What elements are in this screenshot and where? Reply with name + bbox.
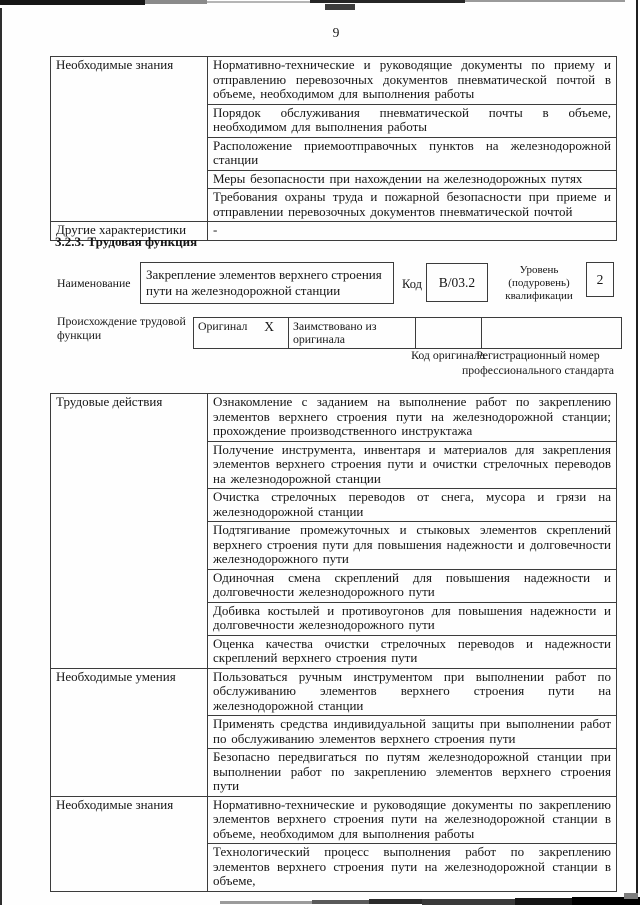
scan-artifact (145, 0, 207, 4)
row-label-required-knowledge: Необходимые знания (51, 57, 208, 222)
row-label-required-skills: Необходимые умения (51, 668, 208, 796)
cell-text: Пользоваться ручным инструментом при выполнении работ по обслуживанию элементов верхнего строения пути на железнодорожной станции (208, 668, 617, 716)
scan-artifact (636, 0, 638, 905)
scan-artifact (207, 1, 310, 3)
row-label-other-characteristics: Другие характеристики (51, 222, 208, 241)
scan-artifact (220, 901, 312, 904)
section-heading: 3.2.3. Трудовая функция (55, 234, 198, 249)
origin-code-cell (416, 318, 482, 349)
origin-label: Происхождение трудовой функции (57, 314, 186, 342)
table-row (51, 796, 617, 844)
qualification-level-label: Уровень (подуровень) квалификации (505, 264, 573, 302)
cell-text: Получение инструмента, инвентаря и материалов для закрепления элементов верхнего строения пути и очистки стрелочных переводов на железнодорожной станции (208, 441, 617, 489)
cell-text: Нормативно-технические и руководящие документы по приему и отправлению перевозочных документов пневматической почтой в объеме, необходимом для выполнения работы (208, 57, 617, 105)
origin-reg-number-caption: Регистрационный номер профессионального стандарта (461, 348, 615, 377)
cell-text: Порядок обслуживания пневматической почты в объеме, необходимом для выполнения работы (208, 104, 617, 137)
origin-code-caption: Код оригинала (411, 348, 485, 362)
origin-reg-number-cell (482, 318, 622, 349)
cell-text: Оценка качества очистки стрелочных переводов и надежности скреплений верхнего строения пути (208, 635, 617, 668)
cell-text: Добивка костылей и противоугонов для повышения надежности и долговечности железнодорожного пути (208, 602, 617, 635)
scan-artifact (369, 899, 422, 904)
cell-text: Нормативно-технические и руководящие документы по закреплению элементов верхнего строения пути на железнодорожной станции в объеме, необходимом для выполнения работы (208, 796, 617, 844)
origin-table (193, 317, 622, 349)
cell-text: Подтягивание промежуточных и стыковых элементов скреплений верхнего строения пути для повышения надежности и долговечности железнодорожного пути (208, 522, 617, 570)
row-label-required-knowledge: Необходимые знания (51, 796, 208, 891)
origin-original-cell (194, 318, 289, 349)
origin-original-mark: X (264, 319, 274, 334)
scan-artifact (0, 8, 2, 905)
table-row (51, 57, 617, 105)
function-code-box: В/03.2 (426, 263, 488, 302)
scan-artifact (572, 897, 640, 905)
scan-artifact (325, 4, 355, 10)
table-row (194, 318, 622, 349)
table-row (51, 394, 617, 442)
cell-text: Технологический процесс выполнения работ по закреплению элементов верхнего строения пути на железнодорожной станции в объеме, (208, 844, 617, 892)
cell-text: Применять средства индивидуальной защиты при выполнении работ по обслуживанию элементов верхнего строения пути (208, 716, 617, 749)
cell-text: Требования охраны труда и пожарной безопасности при приеме и отправлении перевозочных документов пневматической почтой (208, 189, 617, 222)
cell-text: Безопасно передвигаться по путям железнодорожной станции при выполнении работ по закреплению элементов верхнего строения пути (208, 749, 617, 797)
knowledge-table (50, 56, 617, 241)
cell-text: Одиночная смена скреплений для повышения надежности и долговечности железнодорожного пути (208, 569, 617, 602)
scan-artifact (624, 893, 638, 899)
table-row (51, 668, 617, 716)
qualification-level-box: 2 (586, 262, 614, 297)
function-code-label: Код (402, 277, 422, 291)
cell-text: - (208, 222, 617, 241)
cell-text: Ознакомление с заданием на выполнение работ по закреплению элементов верхнего строения пути на железнодорожной станции; прохождение производственного инструктажа (208, 394, 617, 442)
origin-borrowed-cell: Заимствовано из оригинала (289, 318, 416, 349)
origin-original-label: Оригинал (198, 319, 248, 333)
function-name-label: Наименование (57, 276, 131, 290)
cell-text: Расположение приемоотправочных пунктов на железнодорожной станции (208, 137, 617, 170)
scan-artifact (465, 0, 625, 2)
page-number: 9 (332, 25, 340, 40)
scan-artifact (0, 0, 145, 5)
scan-artifact (515, 898, 572, 905)
function-name-box: Закрепление элементов верхнего строения пути на железнодорожной станции (140, 262, 394, 304)
scan-artifact (422, 899, 515, 905)
cell-text: Очистка стрелочных переводов от снега, мусора и грязи на железнодорожной станции (208, 489, 617, 522)
scan-artifact (312, 900, 369, 904)
cell-text: Меры безопасности при нахождении на железнодорожных путях (208, 170, 617, 189)
scan-artifact (310, 0, 465, 3)
labor-function-table (50, 393, 617, 892)
row-label-labor-actions: Трудовые действия (51, 394, 208, 669)
